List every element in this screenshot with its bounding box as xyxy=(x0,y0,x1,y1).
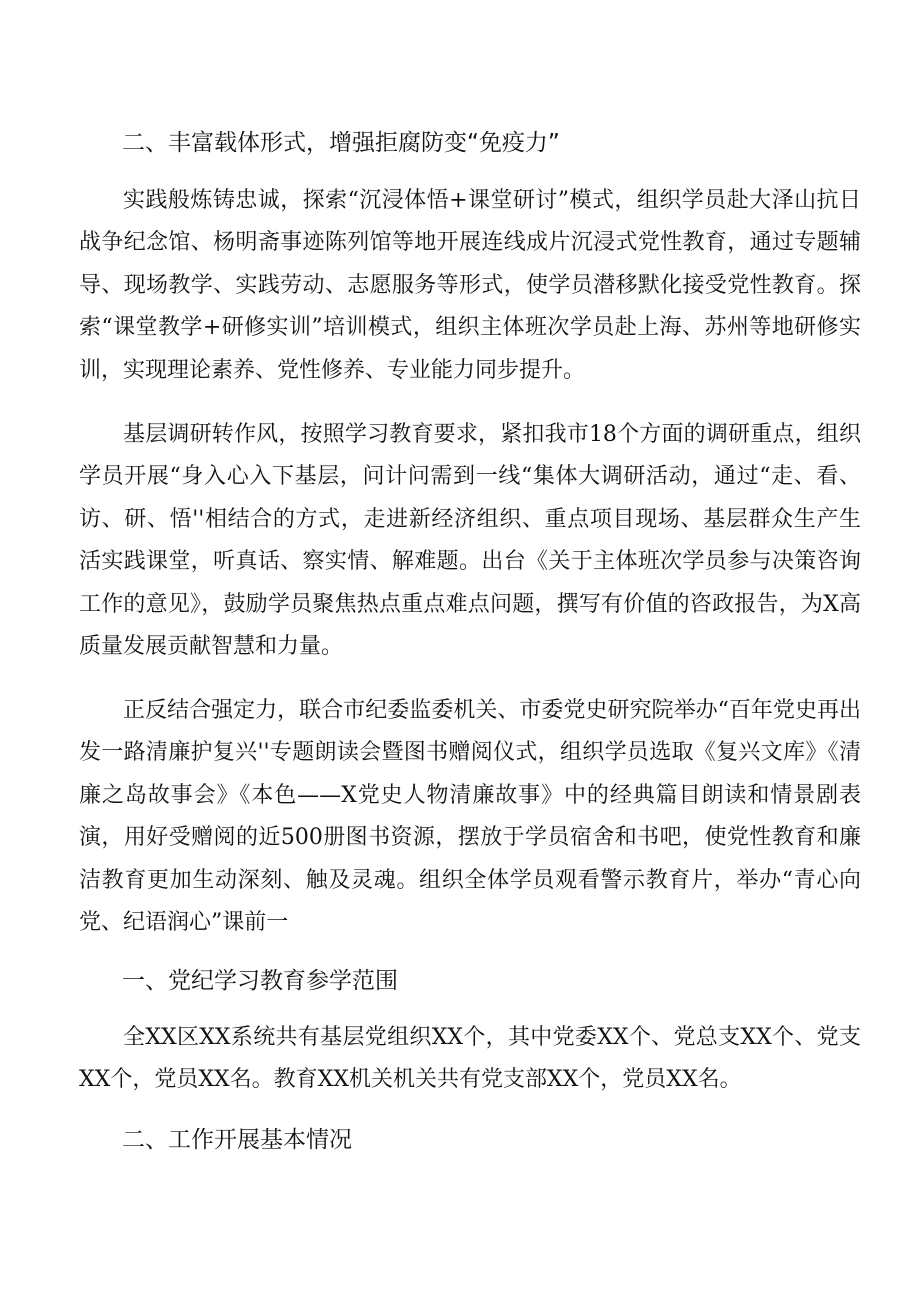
section-heading-study-scope: 一、党纪学习教育参学范围 xyxy=(122,968,398,994)
paragraph-practice-tempering: 实践般炼铸忠诚，探索“沉浸体悟+课堂研讨”模式，组织学员赴大泽山抗日战争纪念馆、杨明斋事迹陈列馆等地开展连线成片沉浸式党性教育，通过专题辅导、现场教学、实践劳动、志愿服务等形式，使学员潜移默化接受党性教育。探索“课堂教学+研修实训”培训模式，组织主体班次学员赴上海、苏州等地研修实训，实现理论素养、党性修养、专业能力同步提升。 xyxy=(79,188,861,383)
section-heading-work-status: 二、工作开展基本情况 xyxy=(122,1127,352,1153)
paragraph-grassroots-research: 基层调研转作风，按照学习教育要求，紧扣我市18个方面的调研重点，组织学员开展“身入心入下基层，问计问需到一线“集体大调研活动，通过“走、看、访、研、悟''相结合的方式，走进新经济组织、重点项目现场、基层群众生产生活实践课堂，听真话、察实情、解难题。出台《关于主体班次学员参与决策咨询工作的意见》，鼓励学员聚焦热点重点难点问题，撰写有价值的咨政报告，为X高质量发展贡献智慧和力量。 xyxy=(79,422,861,660)
section-heading-carrier-forms: 二、丰富载体形式，增强拒腐防变“免疫力” xyxy=(122,130,560,156)
paragraph-party-organizations: 全XX区XX系统共有基层党组织XX个，其中党委XX个、党总支XX个、党支XX个，党员XX名。教育XX机关机关共有党支部XX个，党员XX名。 xyxy=(79,1025,861,1093)
paragraph-positive-negative: 正反结合强定力，联合市纪委监委机关、市委党史研究院举办“百年党史再出发一路清廉护复兴''专题朗读会暨图书赠阅仪式，组织学员选取《复兴文库》《清廉之岛故事会》《本色——X党史人物清廉故事》中的经典篇目朗读和情景剧表演，用好受赠阅的近500册图书资源，摆放于学员宿舍和书吧，使党性教育和廉洁教育更加生动深刻、触及灵魂。组织全体学员观看警示教育片，举办“青心向党、纪语润心”课前一 xyxy=(79,698,861,936)
